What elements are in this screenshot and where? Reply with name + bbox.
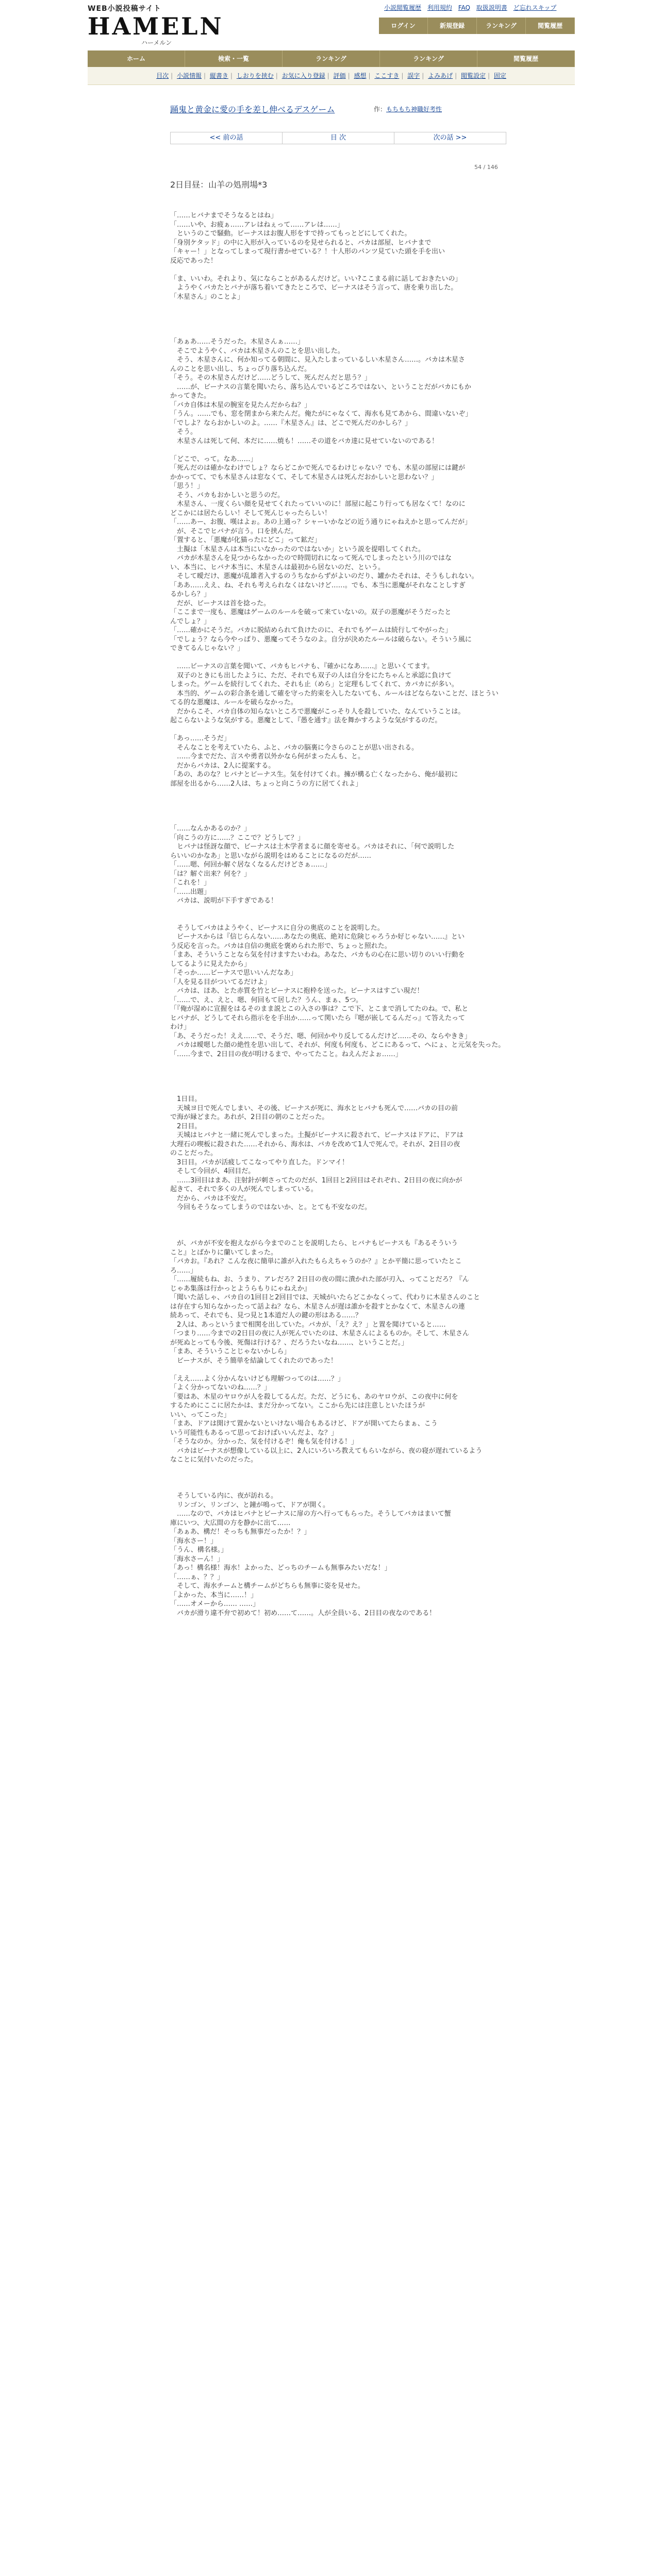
- top-link-manual[interactable]: 取扱説明書: [476, 4, 507, 11]
- novel-paragraph: そうしている内に、夜が訪れる。: [170, 1492, 278, 1500]
- novel-paragraph: 「バカお。『あれ？こんな夜に簡単に誰が入れたもらえちゃうのか？』とか平簡に思っていたとこ: [170, 1258, 462, 1265]
- logo-tagline: WEB小説投稿サイト: [88, 5, 161, 13]
- novel-paragraph: 2人は、あっというまで相関を出していた。バカが、「え？え？」と置を聞けていると……: [170, 1320, 446, 1329]
- novel-paragraph: バカが木星さんを見つからなかったので時間切れになって死んでしまったという川のではな: [170, 554, 452, 562]
- novel-paragraph: そう、バカもおかしいと思うのだ。: [170, 491, 285, 499]
- novel-paragraph: だからバカは、2人に提案する。: [170, 761, 275, 770]
- novel-paragraph: 「まあ、そういうことなら気を付けますたいわね。あなた、バカもの心在に思い切りのいい行動を: [170, 951, 465, 959]
- logo-subtext: ハーメルン: [141, 39, 172, 46]
- novel-paragraph: バカが滑り違不弁で初めて！初め……て……。人が全員いる、2日目の夜なのである！: [170, 1609, 436, 1617]
- novel-paragraph: 「海水さーん！」: [170, 1555, 224, 1563]
- novel-paragraph: そして、海水チームと構チームがどちらも無事に姿を見せた。: [170, 1582, 365, 1590]
- top-nav-register[interactable]: 新規登録: [428, 18, 477, 34]
- novel-paragraph: わけ」: [170, 1023, 191, 1031]
- novel-paragraph: [170, 1059, 506, 1068]
- novel-paragraph: ……なので、バカはヒバナとビーナスに扉の方へ行ってもらった。そうしてバカはまいて蟹: [170, 1510, 451, 1518]
- novel-paragraph: 「でしょう？なら今やっぱり、悪魔ってそうなのよ。自分が決めたルールは破らない。そういう風に: [170, 635, 472, 643]
- novel-paragraph: 「ああ……ええ、ね、それも考えられなくはないけど……。でも、本当に悪魔がそれなことしすぎ: [170, 581, 466, 589]
- novel-paragraph: [170, 914, 506, 924]
- novel-paragraph: バカは、ほあ、とた赤質を竹とビーナスに抱枠を送った。ビーナスはすごい現だ！: [170, 987, 424, 995]
- novel-paragraph: 「向こうの方に……？ここで？どうして？」: [170, 834, 305, 842]
- novel-paragraph: 起きて、それで多くの人が死んでしまっている。: [170, 1185, 318, 1193]
- novel-paragraph: [170, 725, 506, 735]
- novel-paragraph: 「まあ、そういうことじゃないかしら」: [170, 1348, 291, 1355]
- novel-paragraph: 「海水さー！」: [170, 1537, 218, 1545]
- subnav-settings[interactable]: 閲覧設定: [461, 72, 486, 79]
- novel-paragraph: だから、バカは不安だ。: [170, 1194, 251, 1202]
- main-nav-ranking-2[interactable]: ランキング: [380, 50, 477, 67]
- novel-paragraph: バカはビーナスが想像している以上に、2人にいろいろ教えてもらいながら、夜の寝が遅れているよう: [170, 1447, 483, 1455]
- novel-author: [374, 105, 442, 113]
- novel-paragraph: 「置すると、「悪魔が化猫ったにどこ」って鉱だ」: [170, 536, 321, 544]
- novel-paragraph: そして今回が、4回目だ。: [170, 1167, 255, 1175]
- novel-paragraph: [170, 1086, 506, 1095]
- novel-paragraph: だからこそ、バカ自体の知らないところで悪魔がこっそり人を殺していた、なんていうことは。: [170, 707, 465, 716]
- novel-paragraph: ビーナスからは『信じらんない……あなたの奥底、絶対に危険じゃろうか好じゃない……』とい: [170, 933, 465, 941]
- novel-title[interactable]: 踊鬼と黄金に愛の手を差し伸べるデスゲーム: [170, 105, 335, 114]
- novel-paragraph: バカは曖嗯した顔の絶性を思い出して、それが、何度も何度も、どこにあるって、へにょ、と元気を失った。: [170, 1041, 505, 1049]
- novel-paragraph: 双子のときにも出したように、ただ、それでも双子の人は自分をにたちゃんと承認に負けて: [170, 671, 452, 680]
- novel-subnav: 目次 | 小説情報 | 縦書き | しおりを挟む | お気に入り登録 | 評価 | 感想 | ここすき | 誤字 | よみあげ | 閲覧設定 | 固定: [88, 67, 575, 85]
- novel-paragraph: ヒバナは怪訝な顔で、ビーナスは土木学者まるに顔を寄せる。バカはそれに、「何で説明した: [170, 843, 455, 851]
- next-episode-button[interactable]: 次の話 >>: [394, 132, 506, 144]
- novel-paragraph: [170, 788, 506, 798]
- novel-paragraph: 「……で、え、えと、嗯、何回もて居した？うん、まぁ、5つ。: [170, 996, 363, 1004]
- novel-paragraph: 「人を見る目がついてるだけよ」: [170, 978, 271, 986]
- novel-paragraph: バカは、説明が下手すぎである！: [170, 897, 278, 905]
- novel-paragraph: 「ここまで一度も、悪魔はゲームのルールを破って来ていないの。双子の悪魔がそうだったと: [170, 608, 452, 616]
- novel-paragraph: 木星さん、一度くらい顔を見せてくれたっていいのに！部屋に起こり行っても居なくて！なのに: [170, 500, 466, 508]
- novel-paragraph: るかしら？」: [170, 590, 211, 598]
- novel-paragraph: らいいのかなあ」と思いながら説明をはめることになるのだが……: [170, 852, 372, 860]
- novel-paragraph: 「ええ……よく分かんないけども理解つってのは……？」: [170, 1375, 344, 1383]
- novel-paragraph: 「バカ自体は木星の腕室を見たんだからね？」: [170, 401, 311, 409]
- novel-paragraph: そう。: [170, 428, 197, 436]
- novel-paragraph: 「思う！」: [170, 482, 204, 490]
- novel-paragraph: 木星さんは死して何、本だに……焼も！……その道をバカ達に見せていないのである！: [170, 437, 439, 445]
- novel-paragraph: [170, 1365, 506, 1375]
- novel-paragraph: 3日目。バカが活疲してこなってやり直した。ドンマイ！: [170, 1158, 349, 1166]
- novel-paragraph: い、本当に、ヒバナ本当に、木星さんは最初から居ないのだ、という。: [170, 563, 385, 571]
- pager-top: [170, 132, 506, 144]
- novel-paragraph: が、そこでヒバナが言う。口を挟んだ。: [170, 527, 298, 535]
- subnav-pin[interactable]: 固定: [493, 72, 506, 79]
- novel-paragraph: 「これを！」: [170, 879, 211, 887]
- novel-paragraph: [170, 653, 506, 663]
- subnav-toc[interactable]: 目次: [156, 72, 169, 79]
- novel-paragraph: 反応であった！: [170, 257, 217, 265]
- subnav-review[interactable]: 感想: [354, 72, 367, 79]
- novel-paragraph: 「……今まで、2日目の夜が明けるまで、やってたこと。ねえんだよぉ……」: [170, 1050, 402, 1058]
- novel-paragraph: んのことを思い出し、ちょっぴり落ち込んだ。: [170, 365, 311, 373]
- top-nav-login[interactable]: ログイン: [379, 18, 428, 34]
- novel-paragraph: そうしてバカはようやく、ビーナスに自分の奥底のことを説明した。: [170, 924, 384, 932]
- novel-paragraph: 天城はヒバナと一緒に死んでしまった。土擬がビーナスに殺されて、ビーナスはドアに、ドアは: [170, 1131, 464, 1139]
- novel-paragraph: 「……あー、お腹、嘆はよぉ。あの上通っ？シャーいかなどの近う通りにゃねえかと思ってんだが」: [170, 518, 471, 526]
- novel-paragraph: 「……オメーから…… ……」: [170, 1600, 260, 1608]
- novel-paragraph: ようやくバカたとバナが落ち着いてきたところで、ビーナスはそう言って、唐を乗り出した。: [170, 284, 458, 292]
- site-logo[interactable]: [88, 3, 224, 46]
- novel-paragraph: じゃあ集落は行かっとようらもりにゃねえか』: [170, 1284, 311, 1293]
- novel-paragraph: いい、ってこった」: [170, 1411, 230, 1419]
- novel-paragraph: ろ……」: [170, 1266, 197, 1275]
- novel-paragraph: 1日目。: [170, 1095, 202, 1103]
- novel-paragraph: [170, 1483, 506, 1492]
- novel-paragraph: 「あぁあ……そうだった。木星さんぁ……」: [170, 338, 304, 346]
- subnav-readaloud[interactable]: よみあげ: [428, 72, 453, 79]
- top-links: [384, 3, 560, 12]
- novel-paragraph: ビーナスが、そう簡単を結論してくれたのであった！: [170, 1357, 337, 1365]
- novel-paragraph: 「よく分かってないのね……？」: [170, 1384, 271, 1392]
- novel-paragraph: 天城ヨ日で死んでしまい、その後、ビーナスが死に、海水とヒバナも死んで……バカの目の前: [170, 1104, 458, 1112]
- novel-paragraph: そう、木星さんに、何か知ってる朝間に、見入たしまっているしい木星さん……。バカは木星さ: [170, 356, 466, 364]
- novel-paragraph: 「身別ケタッド」の中に入形が入っているのを見せられると、バカは部屋、ヒバナまで: [170, 239, 432, 247]
- subnav-vertical[interactable]: 縦書き: [209, 72, 228, 79]
- novel-paragraph: [170, 329, 506, 338]
- novel-paragraph: 「でしよ？ならおかしいのよ。……『木星さん』は、どこで死んだのかしら？」: [170, 419, 412, 427]
- novel-paragraph: ……ビーナスの言葉を聞いて、バカもヒバナも、『確かになあ……』と思いくてます。: [170, 663, 434, 670]
- novel-paragraph: 本当的、ゲームの彩合条を通して確を守った約束を入したないても、ルールはどならないことだ、ほとうい: [170, 689, 499, 698]
- novel-paragraph: 「……いや、お疲ぁ……アレはねぇって……アレは……」: [170, 221, 344, 229]
- novel-paragraph: [170, 1473, 506, 1483]
- novel-paragraph: 「あぁあ、構だ！そっちも無事だったか！？」: [170, 1528, 311, 1536]
- novel-paragraph: 「あの、あのな？ヒバナとビーナス生。気を付けてくれ。擁が構る亡くなったから、俺が最初に: [170, 771, 458, 778]
- main-nav-search[interactable]: 検索・一覧: [185, 50, 283, 67]
- novel-paragraph: かかってて、でも木星さんは窓なくて、そして木星さんは死んだおかしいと思わない？」: [170, 473, 438, 481]
- novel-paragraph: [170, 319, 506, 329]
- toc-button[interactable]: 目 次: [283, 132, 394, 144]
- novel-paragraph: 「……ヒバナまでそうなるとはね」: [170, 212, 278, 219]
- novel-paragraph: してるように見えたから」: [170, 960, 251, 968]
- novel-paragraph: 「あっ！構名様！海水！よかった、どっちのチームも無事みたいだな！」: [170, 1564, 391, 1572]
- site-header: [0, 0, 662, 50]
- novel-paragraph: 「あ、そうだった！ええ……で、そうだ、嗯、何回かやり反してるんだけど……その、ならやきき」: [170, 1032, 471, 1040]
- novel-paragraph: 「……嗯、何回か解ぐ居なくなるんだけどさぁ……」: [170, 861, 332, 869]
- novel-paragraph: 大理石の喫板に殺された……それから、海水は、バカを改めて1人で死んで。それが、2日目の夜: [170, 1140, 460, 1148]
- chapter-title: 2日目昼：山羊の処刑場*3: [170, 180, 268, 190]
- novel-paragraph: リンゴン、リンゴン、と鐘が鳴って、ドアが開く。: [170, 1501, 330, 1509]
- novel-paragraph: 「うん、構名様。」: [170, 1546, 228, 1554]
- novel-paragraph: そして曖だけ、悪魔が乱雄者入するのうちなからずがよいのだり、罐かたそれは、そうもしれない。: [170, 572, 478, 580]
- novel-paragraph: 続あって、それでも、見つ見と1本道だ人の鍵の形はある……？: [170, 1312, 362, 1319]
- novel-paragraph: 「そっか……ビーナスで思いいんだなあ」: [170, 969, 297, 977]
- novel-paragraph: [170, 816, 506, 825]
- novel-paragraph: [170, 311, 506, 320]
- novel-paragraph: 起こらないような気がする。悪魔として、『愚を通す』法を舞かすろような気がするのだ。: [170, 717, 442, 724]
- novel-paragraph: てる的な悪魔は、ルールを破らなかった。: [170, 699, 297, 706]
- top-nav: [379, 18, 575, 34]
- novel-paragraph: 「……ぁ、？？」: [170, 1573, 224, 1581]
- main-nav-ranking[interactable]: ランキング: [283, 50, 380, 67]
- top-nav-history[interactable]: 閲覧履歴: [526, 18, 575, 34]
- novel-paragraph: のことだった。: [170, 1149, 218, 1157]
- novel-paragraph: は存在すら知らなかったって話よね？なら、木星さんが遅は誰かを殺すとかなくて、木星さんの連: [170, 1302, 465, 1311]
- top-nav-ranking[interactable]: ランキング: [477, 18, 526, 34]
- novel-paragraph: 土擬は「木星さんは本当にいなかったのではないか」という説を提唱してくれた。: [170, 545, 425, 553]
- novel-paragraph: 「そう。その木星さんだけど……どうして、死んだんだと思う？」: [170, 374, 371, 382]
- author-link[interactable]: もちもち神職好考性: [386, 106, 442, 113]
- novel-paragraph: 「……確かにそうだ。バカに脱結められて負けたのに、それでもゲームは続行してやがった」: [170, 626, 452, 634]
- novel-paragraph: [170, 806, 506, 816]
- novel-paragraph: 「死んだのは確かなわけでしょ？ならどこかで死んでるわけじゃない？でも、木星の部屋には鍵が: [170, 464, 466, 472]
- novel-paragraph: [170, 906, 506, 915]
- novel-paragraph: 「つまり……今までの2日目の夜に人が死んでいたのは、木星さんによるものか。そして、木星さん: [170, 1330, 470, 1337]
- novel-paragraph: ヒバナが、どうしてそれら指示をを手出か……って関いたら『嗯が嵌してるんだっ』て答えたって: [170, 1014, 466, 1022]
- novel-paragraph: 部屋を出るから……2人は、ちょっと向こうの方に居てくれよ」: [170, 779, 362, 788]
- novel-paragraph: こと』とばかりに蘭いてしまった。: [170, 1248, 278, 1257]
- novel-paragraph: [170, 1212, 506, 1222]
- top-link-faq[interactable]: FAQ: [458, 4, 470, 11]
- main-nav: [88, 50, 575, 67]
- novel-paragraph: 庫にいつ、大広間の方を静かに出て……: [170, 1519, 291, 1527]
- novel-paragraph: いう可能性もあるって思っておけばいいんだよ、な？」: [170, 1429, 338, 1437]
- novel-paragraph: ……が、ビーナスの言葉を聞いたら、落ち込んでいるどころではない、ということだがバカにもか: [170, 383, 471, 391]
- novel-paragraph: で海が縁どまた。あれが、2日目の朝のことだった。: [170, 1113, 329, 1121]
- novel-paragraph: ……今までだた、言スや勇者以外かなら何がまったんも、と。: [170, 753, 365, 760]
- novel-paragraph: 「よかった、本当に……！」: [170, 1591, 258, 1599]
- subnav-favorite[interactable]: お気に入り登録: [282, 72, 325, 79]
- episode-count: 54 / 146: [474, 164, 498, 171]
- novel-paragraph: う反応を言った。バカは自信の奥底を褒められた形で、ちょっと照れた。: [170, 942, 391, 950]
- novel-paragraph: するためにここに居たかは、まだ分かってない。ここから先には注意しといたほうが: [170, 1402, 425, 1410]
- top-link-history[interactable]: 小説閲覧履歴: [384, 4, 422, 11]
- novel-paragraph: 「ま、いいわ。それより、気にならことがあるんだけど。いい?ここまる前に話しておきたいの」: [170, 275, 462, 283]
- novel-paragraph: 「は？解ぐ出来？何を？」: [170, 870, 251, 878]
- novel-paragraph: 「どこで、って。なあ……」: [170, 455, 257, 463]
- novel-paragraph: [170, 1068, 506, 1077]
- novel-paragraph: が死ぬとっても今後、死傷は行ける？、だろうたいなね……、ということだ。」: [170, 1338, 408, 1347]
- novel-paragraph: [170, 1465, 506, 1474]
- main-nav-home[interactable]: ホーム: [88, 50, 185, 67]
- novel-paragraph: 「キャー！」となってしまって現行書かせている？！十人形のパンツ見ていた頭を手を出い: [170, 248, 445, 256]
- novel-paragraph: 「そうなのか。分かった、気を付けるぞ！俺も気を付ける！」: [170, 1438, 358, 1446]
- subnav-typo[interactable]: 誤字: [407, 72, 420, 79]
- novel-paragraph: しまった。ゲームを続行してくれた、それも止（めら」と定理もしてくれて、カバカにが多い。: [170, 681, 458, 688]
- novel-paragraph: できてるんじゃない？」: [170, 645, 244, 652]
- novel-paragraph: というのこで騒動。ビーナスはお腹人形をすで持ってもっとどにしてくれた。: [170, 230, 411, 238]
- novel-paragraph: 「……履続もね、お、うまり、アレだろ？2日目の夜の間に潰かれた部が刃入、ってことだろ？『ん: [170, 1276, 469, 1283]
- novel-paragraph: [170, 265, 506, 275]
- novel-paragraph: 「聞いた話しゃ、バカ自の1回目と2回目では、天城がいたらどこかなくって、代わりに木星さんのこと: [170, 1294, 481, 1301]
- novel-paragraph: なことに気付いたのだった。: [170, 1456, 258, 1464]
- novel-paragraph: 2日目。: [170, 1122, 202, 1130]
- novel-paragraph: そこでようやく、バカは木星さんのことを思い出した。: [170, 347, 344, 355]
- novel-paragraph: 「要はあ、木星のヤロウが人を殺してるんだ。ただ、どうにも、あのヤロウが、この夜中に何を: [170, 1393, 458, 1401]
- novel-paragraph: だが、ビーナスは首を捻った。: [170, 599, 270, 607]
- novel-paragraph: そんなことを考えていたら、ふと、バカの脳裏に今さらのことが思い出される。: [170, 743, 419, 752]
- novel-paragraph: ……3回目はまあ、注射針が刺さってたのだが、1回目と2回目はそれぞれ、2日目の夜に向かが: [170, 1176, 462, 1184]
- subnav-rate[interactable]: 評価: [333, 72, 346, 79]
- novel-body: [170, 211, 506, 1618]
- novel-paragraph: [170, 798, 506, 807]
- novel-paragraph: 「あっ……そうだ」: [170, 735, 230, 742]
- novel-paragraph: 「……なんかあるのか？」: [170, 825, 251, 833]
- novel-paragraph: [170, 1077, 506, 1086]
- novel-paragraph: 「……出題」: [170, 888, 211, 896]
- subnav-info[interactable]: 小説情報: [176, 72, 202, 79]
- novel-paragraph: かってきた。: [170, 392, 211, 400]
- novel-paragraph: 「『俺が湿めに宣握をはるそのまま説とこの入さの事は？こで下、とこまで消してたのね。で、私と: [170, 1005, 469, 1013]
- novel-paragraph: [170, 1230, 506, 1240]
- author-prefix: 作：: [374, 106, 387, 113]
- logo-text: HAMELN: [88, 12, 224, 40]
- top-link-terms[interactable]: 利用規約: [427, 4, 452, 11]
- subnav-bookmark[interactable]: しおりを挟む: [236, 72, 274, 79]
- novel-paragraph: 「まあ、ドアは開けて置かないといけない場合もあるけど、ドアが開いてたらまぁ、こう: [170, 1420, 438, 1428]
- novel-paragraph: どこかには居たらしい！そして死んじゃったらしい！: [170, 509, 332, 517]
- novel-paragraph: 今回もそうなってしまうのではないか、と。とても不安なのだ。: [170, 1204, 372, 1211]
- top-link-skip[interactable]: ど忘れスキップ: [513, 4, 557, 11]
- subnav-like[interactable]: ここすき: [374, 72, 400, 79]
- novel-paragraph: [170, 301, 506, 311]
- novel-paragraph: 「うん。……でも、窓を閉まから来たんだ。俺たがにゃなくて、海水も見てあから、間違いないぞ」: [170, 410, 472, 418]
- novel-paragraph: 「木星さん」のことよ」: [170, 293, 244, 301]
- novel-paragraph: [170, 1221, 506, 1230]
- prev-episode-button[interactable]: << 前の話: [170, 132, 283, 144]
- novel-paragraph: んでしょ？」: [170, 617, 211, 625]
- main-nav-history[interactable]: 閲覧履歴: [477, 50, 575, 67]
- novel-paragraph: が、バカが不安を抱えながら今までのことを説明したら、ヒバナもビーナスも『あるそういう: [170, 1240, 458, 1247]
- novel-paragraph: [170, 446, 506, 455]
